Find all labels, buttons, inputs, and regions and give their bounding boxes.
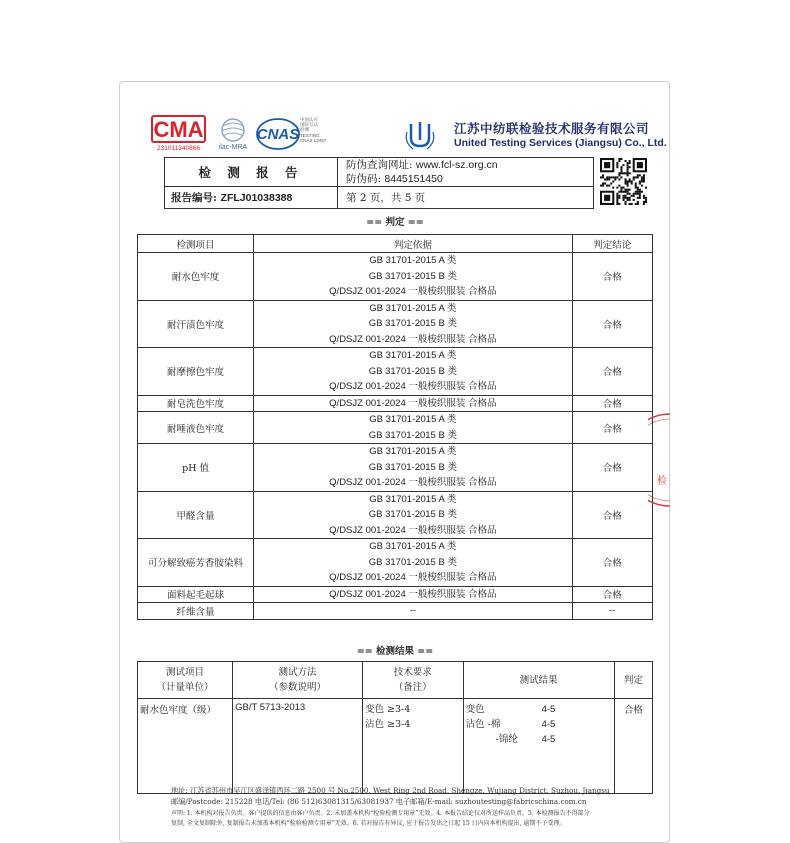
judgement-result: 合格 [572, 539, 652, 587]
basis-line: GB 31701-2015 B 类 [368, 365, 457, 377]
footer-contact: 邮编/Postcode: 215228 电话/Tel: (86 512)63081315/63081937 电子邮箱/E-mail: suzhoutesting@fabricschina.com.cn [171, 797, 587, 806]
judgement-item: 可分解致癌芳香胺染料 [138, 539, 254, 587]
judgement-row [138, 348, 653, 396]
judgement-basis [254, 603, 573, 620]
ilac-mra-logo-icon [213, 117, 253, 151]
judgement-result: -- [572, 603, 652, 620]
judgement-basis [254, 539, 573, 587]
report-title: 检 测 报 告 [165, 158, 338, 187]
cnas-label: CNAS [256, 126, 300, 143]
qr-code-icon [600, 158, 647, 205]
judgement-row [138, 395, 653, 412]
cma-logo-icon [151, 115, 206, 153]
judgement-basis [254, 412, 573, 444]
res-col-line: 测试方法 [278, 667, 317, 678]
judgement-row [138, 300, 653, 348]
results-table [137, 661, 653, 794]
judgement-basis [254, 491, 573, 539]
judgement-basis [254, 395, 573, 412]
judgement-title: == 判定 == [366, 217, 424, 228]
basis-line: GB 31701-2015 A 类 [369, 255, 457, 266]
judgement-item: 耐水色牢度 [138, 253, 254, 301]
query-label: 防伪查询网址: [346, 159, 413, 171]
res-col-line: （计量单位） [156, 682, 214, 693]
judgement-item: 面料起毛起球 [138, 586, 254, 603]
judgement-basis [254, 444, 573, 492]
res-col-line: 技术要求 [393, 667, 432, 678]
judgement-row [138, 539, 653, 587]
judgement-result: 合格 [572, 395, 652, 412]
org-name-en: United Testing Services (Jiangsu) Co., Ltd. [454, 137, 667, 149]
svg-text:CMA: CMA [153, 117, 204, 142]
uts-logo-icon [403, 118, 437, 152]
cnas-text: 中国认可 国际互认 检测 TESTING CNAS L3457 [300, 117, 327, 143]
res-item: 耐水色牢度（级） [138, 699, 233, 794]
query-url[interactable]: www.fcl-sz.org.cn [415, 159, 498, 171]
footer-statement-1: 声明: 1. 本机构对报告负责。客户提供的信息由客户负责。2. 未加盖本机构“检验检测专用章”无效。4. 本报告结论仅对所送样品负责。5. 本检测报告不得部分 [171, 810, 590, 817]
judgement-result: 合格 [572, 491, 652, 539]
judgement-row [138, 491, 653, 539]
judgement-row [138, 603, 653, 620]
basis-line: GB 31701-2015 A 类 [369, 446, 457, 457]
res-col-result: 测试结果 [463, 662, 614, 699]
footer-address: 地址: 江苏省苏州市吴江区盛泽镇西环二路 2500 号 No.2500, West Ring 2nd Road, Shengze, Wujiang District, Suzhou, Jiangsu [171, 786, 610, 795]
page-info: 第 2 页，共 5 页 [338, 187, 594, 209]
basis-line: Q/DSJZ 001-2024 一般梭织服装 合格品 [329, 397, 497, 409]
judgement-row [138, 412, 653, 444]
basis-line: Q/DSJZ 001-2024 一般梭织服装 合格品 [329, 524, 497, 536]
res-col-method [233, 662, 363, 699]
basis-line: GB 31701-2015 B 类 [368, 270, 457, 282]
judgement-item: 纤维含量 [138, 603, 254, 620]
basis-line: GB 31701-2015 A 类 [369, 302, 457, 314]
basis-line: -- [409, 605, 417, 616]
judgement-row [138, 586, 653, 603]
res-verdict: 合格 [614, 699, 652, 794]
res-col-line: （备注） [393, 682, 432, 693]
basis-line: GB 31701-2015 B 类 [368, 556, 457, 568]
res-col-item [138, 662, 233, 699]
judgement-row [138, 253, 653, 301]
col-result: 判定结论 [572, 235, 652, 253]
inspection-seal-icon [648, 412, 670, 508]
code-value: 8445151450 [384, 173, 443, 185]
judgement-item: 耐摩擦色牢度 [138, 348, 254, 396]
judgement-basis [254, 586, 573, 603]
col-item: 检测项目 [138, 235, 254, 253]
results-title: == 检测结果 == [356, 646, 434, 657]
judgement-item: 耐汗渍色牢度 [138, 300, 254, 348]
basis-line: GB 31701-2015 A 类 [369, 493, 457, 505]
col-basis: 判定依据 [254, 235, 573, 253]
basis-line: GB 31701-2015 B 类 [368, 461, 457, 473]
judgement-result: 合格 [572, 300, 652, 348]
judgement-basis [254, 253, 573, 301]
judgement-result: 合格 [572, 412, 652, 444]
res-col-req [363, 662, 464, 699]
seal-text: 检 [657, 476, 667, 487]
res-col-line: （参数说明） [269, 682, 327, 693]
report-no-label: 报告编号: [171, 192, 217, 204]
basis-line: GB 31701-2015 A 类 [369, 350, 457, 361]
res-method: GB/T 5713-2013 [233, 699, 363, 794]
judgement-item: 耐唾液色牢度 [138, 412, 254, 444]
res-col-verdict: 判定 [614, 662, 652, 699]
basis-line: Q/DSJZ 001-2024 一般梭织服装 合格品 [329, 286, 497, 297]
res-col-line: 测试项目 [166, 667, 205, 678]
report-no: ZFLJ01038388 [220, 192, 293, 204]
cma-number: 231011340866 [157, 145, 200, 152]
basis-line: GB 31701-2015 A 类 [369, 541, 457, 552]
judgement-item: pH 值 [138, 444, 254, 492]
res-values: 变色 4-5 沾色 -棉 4-5 -锦纶 4-5 [463, 699, 614, 794]
basis-line: Q/DSJZ 001-2024 一般梭织服装 合格品 [329, 381, 497, 392]
judgement-basis [254, 348, 573, 396]
judgement-result: 合格 [572, 253, 652, 301]
judgement-item: 甲醛含量 [138, 491, 254, 539]
org-name-cn: 江苏中纺联检验技术服务有限公司 [454, 122, 650, 136]
judgement-result: 合格 [572, 444, 652, 492]
basis-line: GB 31701-2015 A 类 [369, 414, 457, 425]
footer-statement-2: 复制, 全文复制除外, 复制报告未加盖本机构“检验检测专用章”无效。6. 若对报告有异议, 应于报告发出之日起 15 日内向本机构提出, 逾期不予受理。 [171, 820, 566, 827]
judgement-table [137, 234, 653, 620]
report-header-table [164, 157, 594, 209]
basis-line: Q/DSJZ 001-2024 一般梭织服装 合格品 [329, 588, 497, 600]
basis-line: Q/DSJZ 001-2024 一般梭织服装 合格品 [329, 333, 497, 345]
judgement-row [138, 444, 653, 492]
judgement-basis [254, 300, 573, 348]
code-label: 防伪码: [346, 173, 382, 185]
res-req: 变色 ≥3-4 沾色 ≥3-4 [363, 699, 464, 794]
judgement-result: 合格 [572, 586, 652, 603]
basis-line: GB 31701-2015 B 类 [368, 318, 457, 329]
basis-line: GB 31701-2015 B 类 [368, 509, 457, 520]
ilac-label: ilac-MRA [218, 144, 248, 151]
judgement-result: 合格 [572, 348, 652, 396]
basis-line: GB 31701-2015 B 类 [368, 429, 457, 441]
judgement-item: 耐皂洗色牢度 [138, 395, 254, 412]
basis-line: Q/DSJZ 001-2024 一般梭织服装 合格品 [329, 572, 497, 583]
basis-line: Q/DSJZ 001-2024 一般梭织服装 合格品 [329, 477, 497, 488]
